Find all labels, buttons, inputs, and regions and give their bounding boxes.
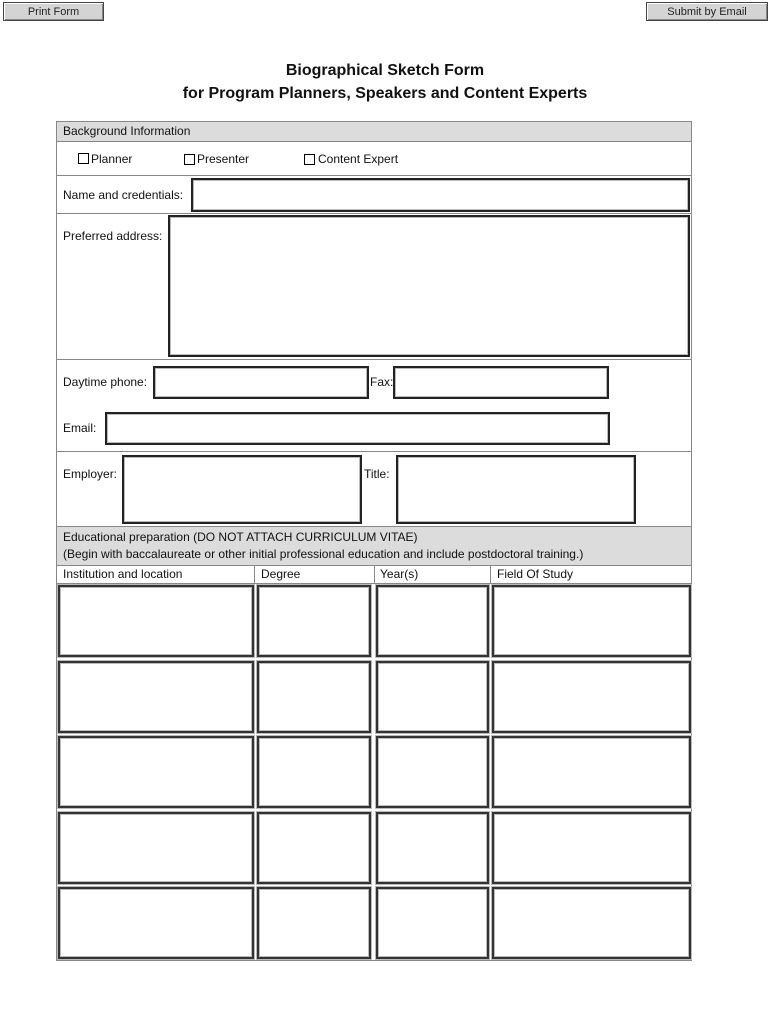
phone-label: Daytime phone:: [63, 375, 148, 389]
column-header-field-of-study: Field Of Study: [497, 567, 574, 581]
employer-label: Employer:: [63, 467, 118, 481]
field-of-study-cell[interactable]: [492, 887, 691, 959]
presenter-label: Presenter: [197, 152, 250, 166]
page-title: Biographical Sketch Form: [285, 62, 485, 79]
education-instructions: (Begin with baccalaureate or other initial professional education and include postdoctoral training.): [63, 547, 584, 561]
institution-cell[interactable]: [58, 812, 254, 884]
field-of-study-cell[interactable]: [492, 736, 691, 808]
degree-cell[interactable]: [257, 585, 371, 657]
planner-checkbox[interactable]: [78, 153, 89, 164]
degree-cell[interactable]: [257, 736, 371, 808]
address-label: Preferred address:: [63, 229, 163, 243]
content-expert-checkbox[interactable]: [304, 154, 315, 165]
degree-cell[interactable]: [257, 887, 371, 959]
content-expert-label: Content Expert: [318, 152, 399, 166]
field-of-study-cell[interactable]: [492, 812, 691, 884]
years-cell[interactable]: [376, 812, 489, 884]
divider: [56, 213, 692, 214]
name-label: Name and credentials:: [63, 188, 184, 202]
divider: [374, 566, 375, 583]
divider: [56, 141, 692, 142]
field-of-study-cell[interactable]: [492, 585, 691, 657]
field-of-study-cell[interactable]: [492, 661, 691, 733]
planner-label: Planner: [91, 152, 133, 166]
title-label: Title:: [364, 467, 390, 481]
column-header-institution: Institution and location: [63, 567, 183, 581]
divider: [56, 451, 692, 452]
institution-cell[interactable]: [58, 661, 254, 733]
education-header: Educational preparation (DO NOT ATTACH CURRICULUM VITAE): [63, 530, 418, 544]
title-field[interactable]: [396, 455, 636, 524]
background-header: Background Information: [63, 124, 191, 138]
email-field[interactable]: [105, 412, 610, 445]
name-credentials-field[interactable]: [191, 178, 690, 212]
divider: [254, 566, 255, 583]
daytime-phone-field[interactable]: [153, 366, 369, 399]
institution-cell[interactable]: [58, 736, 254, 808]
column-header-degree: Degree: [261, 567, 301, 581]
degree-cell[interactable]: [257, 661, 371, 733]
years-cell[interactable]: [376, 585, 489, 657]
degree-cell[interactable]: [257, 812, 371, 884]
years-cell[interactable]: [376, 736, 489, 808]
fax-label: Fax:: [370, 375, 394, 389]
page-subtitle: for Program Planners, Speakers and Content Experts: [182, 85, 588, 102]
print-form-button[interactable]: Print Form: [3, 2, 104, 21]
divider: [56, 359, 692, 360]
column-header-years: Year(s): [380, 567, 419, 581]
institution-cell[interactable]: [58, 887, 254, 959]
years-cell[interactable]: [376, 887, 489, 959]
years-cell[interactable]: [376, 661, 489, 733]
submit-by-email-button[interactable]: Submit by Email: [646, 2, 768, 21]
divider: [56, 175, 692, 176]
email-label: Email:: [63, 421, 97, 435]
fax-field[interactable]: [393, 366, 609, 399]
employer-field[interactable]: [122, 455, 362, 524]
divider: [490, 566, 491, 583]
preferred-address-field[interactable]: [168, 215, 690, 357]
institution-cell[interactable]: [58, 585, 254, 657]
divider: [56, 583, 692, 584]
presenter-checkbox[interactable]: [184, 154, 195, 165]
